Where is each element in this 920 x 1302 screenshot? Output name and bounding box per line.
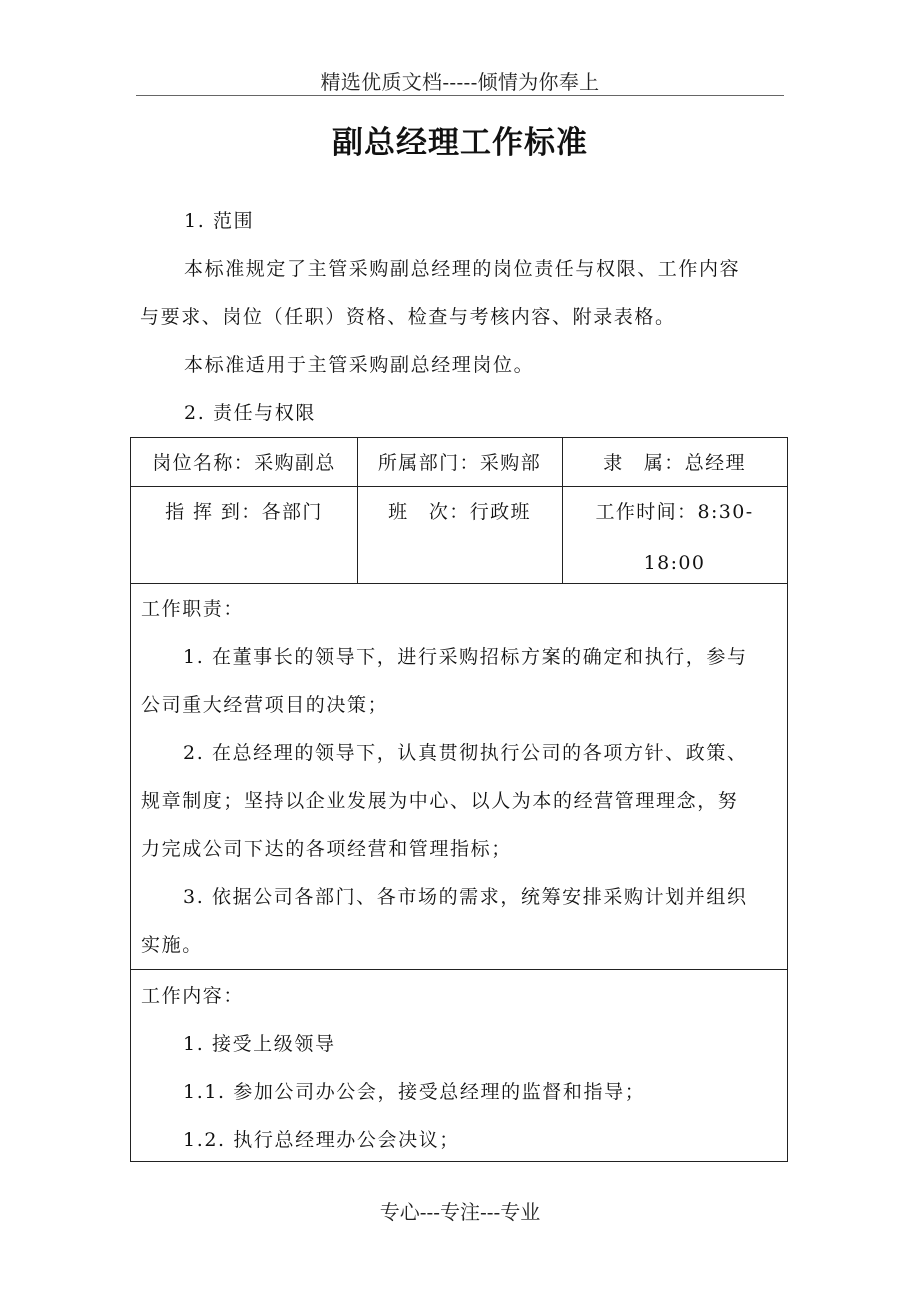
table-divider-row-3 xyxy=(131,969,787,970)
table-divider-row-1 xyxy=(131,486,787,487)
shift-cell: 班 次：行政班 xyxy=(388,501,531,523)
scope-heading: 1. 范围 xyxy=(184,210,255,232)
responsibility-heading: 2. 责任与权限 xyxy=(184,402,316,424)
duties-line-4: 规章制度；坚持以企业发展为中心、以人为本的经营管理理念，努 xyxy=(141,790,739,812)
work-time-cell-line-1: 工作时间：8:30- xyxy=(595,501,754,523)
command-scope-cell: 指 挥 到：各部门 xyxy=(165,501,323,523)
duties-line-5: 力完成公司下达的各项经营和管理指标； xyxy=(141,838,512,860)
duties-line-3: 2. 在总经理的领导下，认真贯彻执行公司的各项方针、政策、 xyxy=(183,742,748,764)
content-line-1: 1. 接受上级领导 xyxy=(183,1033,336,1055)
scope-paragraph-line-2: 与要求、岗位（任职）资格、检查与考核内容、附录表格。 xyxy=(140,306,676,328)
scope-paragraph-2: 本标准适用于主管采购副总经理岗位。 xyxy=(184,354,535,376)
duties-line-1: 1. 在董事长的领导下，进行采购招标方案的确定和执行，参与 xyxy=(183,646,748,668)
page-footer: 专心---专注---专业 xyxy=(379,1200,541,1224)
position-name-cell: 岗位名称：采购副总 xyxy=(152,452,336,474)
duties-line-2: 公司重大经营项目的决策； xyxy=(141,694,389,716)
document-title: 副总经理工作标准 xyxy=(332,125,588,161)
duties-heading: 工作职责： xyxy=(141,598,245,620)
duties-line-7: 实施。 xyxy=(141,934,203,956)
department-cell: 所属部门：采购部 xyxy=(377,452,542,474)
content-heading: 工作内容： xyxy=(141,985,245,1007)
content-line-2: 1.1. 参加公司办公会，接受总经理的监督和指导； xyxy=(183,1081,646,1103)
job-standard-table xyxy=(130,437,788,1162)
table-divider-row-2 xyxy=(131,583,787,584)
reports-to-cell: 隶 属：总经理 xyxy=(603,452,746,474)
scope-paragraph-line-1: 本标准规定了主管采购副总经理的岗位责任与权限、工作内容 xyxy=(184,258,741,280)
header-divider xyxy=(136,95,784,96)
work-time-cell-line-2: 18:00 xyxy=(643,552,706,574)
page-header: 精选优质文档-----倾情为你奉上 xyxy=(320,70,600,94)
content-line-3: 1.2. 执行总经理办公会决议； xyxy=(183,1129,460,1151)
duties-line-6: 3. 依据公司各部门、各市场的需求，统筹安排采购计划并组织 xyxy=(183,886,748,908)
